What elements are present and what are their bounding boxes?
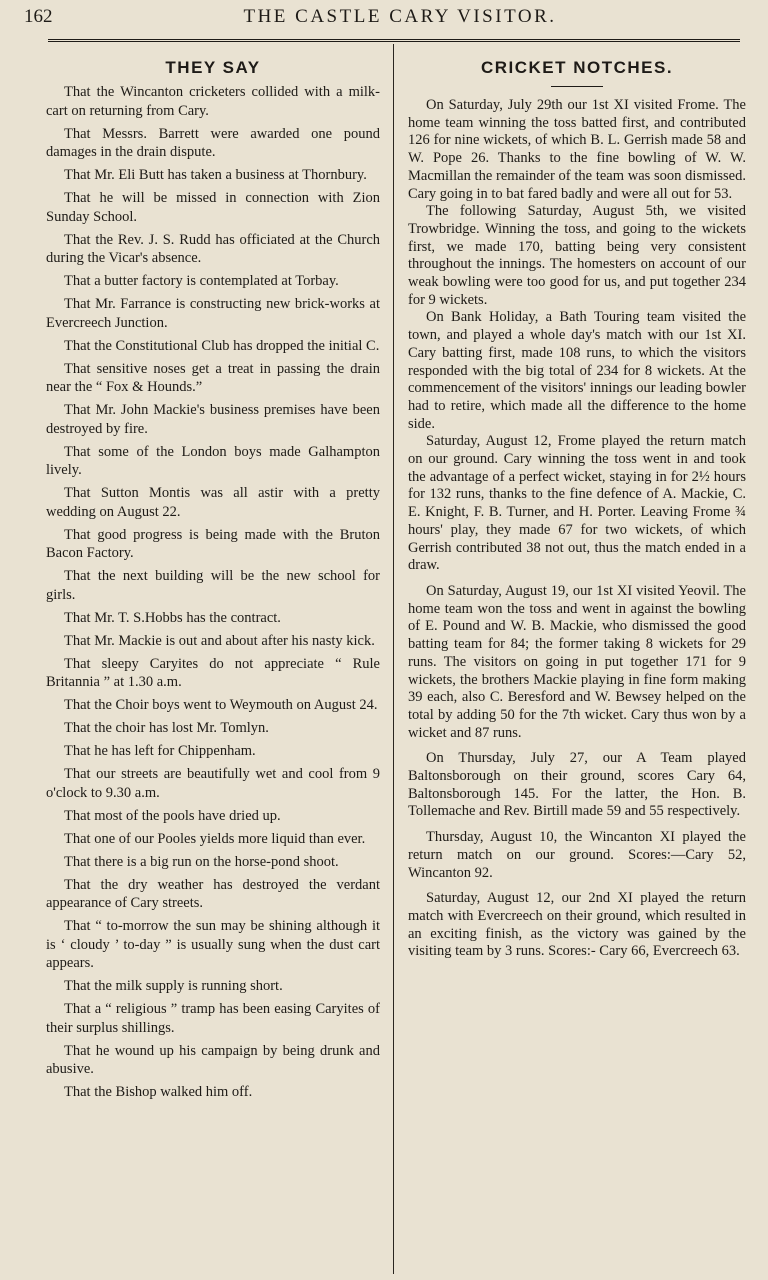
they-say-item: That the next building will be the new school for girls.	[46, 568, 380, 603]
they-say-item: That Mr. Farrance is constructing new brick-works at Evercreech Junction.	[46, 296, 380, 331]
they-say-item: That Messrs. Barrett were awarded one pound damages in the drain dispute.	[46, 125, 380, 160]
they-say-item: That the Constitutional Club has dropped the initial C.	[64, 337, 380, 354]
they-say-item: That one of our Pooles yields more liquid than ever.	[64, 830, 366, 847]
they-say-item: That our streets are beautifully wet and cool from 9 o'clock to 9.30 a.m.	[46, 766, 380, 801]
they-say-column	[46, 48, 380, 1106]
they-say-heading: THEY SAY	[165, 58, 261, 77]
they-say-item: That the dry weather has destroyed the verdant appearance of Cary streets.	[46, 876, 380, 911]
cricket-report-paragraph: On Bank Holiday, a Bath Touring team visited the town, and played a whole day's match with our 1st XI. Cary batting first, made 108 runs, to which the visitors responded with the big total of 234 for 8 wickets. At the commencement of the visitors' innings our leading bowler had to retire, which made all the difference to the home side.	[408, 309, 746, 432]
they-say-item: That Mr. Eli Butt has taken a business at Thornbury.	[64, 167, 367, 183]
they-say-item: That a butter factory is contemplated at Torbay.	[64, 273, 339, 289]
they-say-item: That most of the pools have dried up.	[64, 807, 281, 824]
they-say-item: That sleepy Caryites do not appreciate “ Rule Britannia ” at 1.30 a.m.	[46, 655, 380, 690]
cricket-report-paragraph: On Saturday, August 19, our 1st XI visited Yeovil. The home team won the toss and went in against the bowling of E. Pound and W. B. Mackie, who dismissed the good batting team for 84; the former taking 8 wickets for 29 runs. The visitors on going in put together 171 for 9 wickets, the brothers Mackie playing in fine form making 39 each, also C. Beresford and W. Bewsey helped on the total by adding 50 for the 7th wicket. Cary thus won by a wicket and 87 runs.	[408, 582, 746, 741]
they-say-item: That the milk supply is running short.	[64, 978, 283, 994]
cricket-report-paragraph: On Saturday, July 29th our 1st XI visited Frome. The home team winning the toss batted first, and contributed 126 for nine wickets, of which B. L. Gerrish made 58 and W. Pope 26. Thanks to the fine bowling of W. W. Macmillan the remainder of the team was soon dismissed. Cary going in to bat fared badly and were all out for 53.	[408, 97, 746, 202]
they-say-item: That the Rev. J. S. Rudd has officiated at the Church during the Vicar's absence.	[46, 231, 380, 266]
they-say-item: That there is a big run on the horse-pond shoot.	[64, 853, 339, 870]
page-number: 162	[24, 6, 53, 27]
they-say-item: That the Choir boys went to Weymouth on August 24.	[64, 697, 378, 713]
cricket-report-paragraph: On Thursday, July 27, our A Team played Baltonsborough on their ground, scores Cary 64, Baltonsborough 145. For the latter, the Hon. B. Tollemache and Rev. Birtill made 59 and 55 respectively.	[408, 750, 746, 820]
column-divider	[393, 44, 394, 1274]
they-say-item: That sensitive noses get a treat in passing the drain near the “ Fox & Hounds.”	[46, 360, 380, 395]
they-say-item: That Sutton Montis was all astir with a pretty wedding on August 22.	[46, 485, 380, 520]
cricket-report-paragraph: Saturday, August 12, our 2nd XI played the return match with Evercreech on their ground, which resulted in an exciting finish, as the victory was gained by the visiting team by 3 runs. Scores:- Cary 66, Evercreech 63.	[408, 890, 746, 960]
they-say-item: That he wound up his campaign by being drunk and abusive.	[46, 1042, 380, 1077]
they-say-item: That Mr. T. S.Hobbs has the contract.	[64, 609, 281, 626]
they-say-item: That good progress is being made with the Bruton Bacon Factory.	[46, 526, 380, 561]
they-say-item: That he has left for Chippenham.	[64, 743, 256, 759]
cricket-report-paragraph: Thursday, August 10, the Wincanton XI played the return match on our ground. Scores:—Cary 52, Wincanton 92.	[408, 829, 746, 881]
cricket-notches-column	[408, 48, 746, 961]
they-say-item: That the choir has lost Mr. Tomlyn.	[64, 720, 269, 736]
page-header	[0, 0, 768, 40]
they-say-item: That a “ religious ” tramp has been easing Caryites of their surplus shillings.	[46, 1001, 380, 1036]
they-say-item: That the Wincanton cricketers collided with a milk-cart on returning from Cary.	[46, 84, 380, 119]
they-say-item: That “ to-morrow the sun may be shining although it is ‘ cloudy ’ to-day ” is usually sung when the dust cart appears.	[46, 918, 380, 971]
they-say-item: That some of the London boys made Galhampton lively.	[46, 443, 380, 478]
journal-title: THE CASTLE CARY VISITOR.	[243, 6, 557, 27]
they-say-item: That Mr. John Mackie's business premises have been destroyed by fire.	[46, 402, 380, 437]
they-say-item: That the Bishop walked him off.	[64, 1084, 253, 1100]
they-say-item: That Mr. Mackie is out and about after his nasty kick.	[64, 632, 375, 649]
header-rule	[48, 39, 740, 42]
cricket-report-paragraph: Saturday, August 12, Frome played the return match on our ground. Cary winning the toss went in and took the advantage of a perfect wicket, staying in for 2½ hours for 132 runs, thanks to the fine defence of A. Mackie, C. E. Knight, F. B. Turner, and H. Porter. Leaving Frome ¾ hours' play, they made 67 for two wickets, of which Gerrish contributed 38 not out, thus the match ended in a draw.	[408, 433, 746, 574]
cricket-report-paragraph: The following Saturday, August 5th, we visited Trowbridge. Winning the toss, and going to the wickets first, we made 170, batting being very consistent throughout the innings. The homesters on account of our weak bowling were too good for us, and put together 234 for 9 wickets.	[408, 203, 746, 308]
cricket-notches-heading: CRICKET NOTCHES.	[480, 58, 674, 77]
they-say-item: That he will be missed in connection with Zion Sunday School.	[46, 190, 380, 225]
cricket-notches-heading-rule	[551, 86, 603, 87]
